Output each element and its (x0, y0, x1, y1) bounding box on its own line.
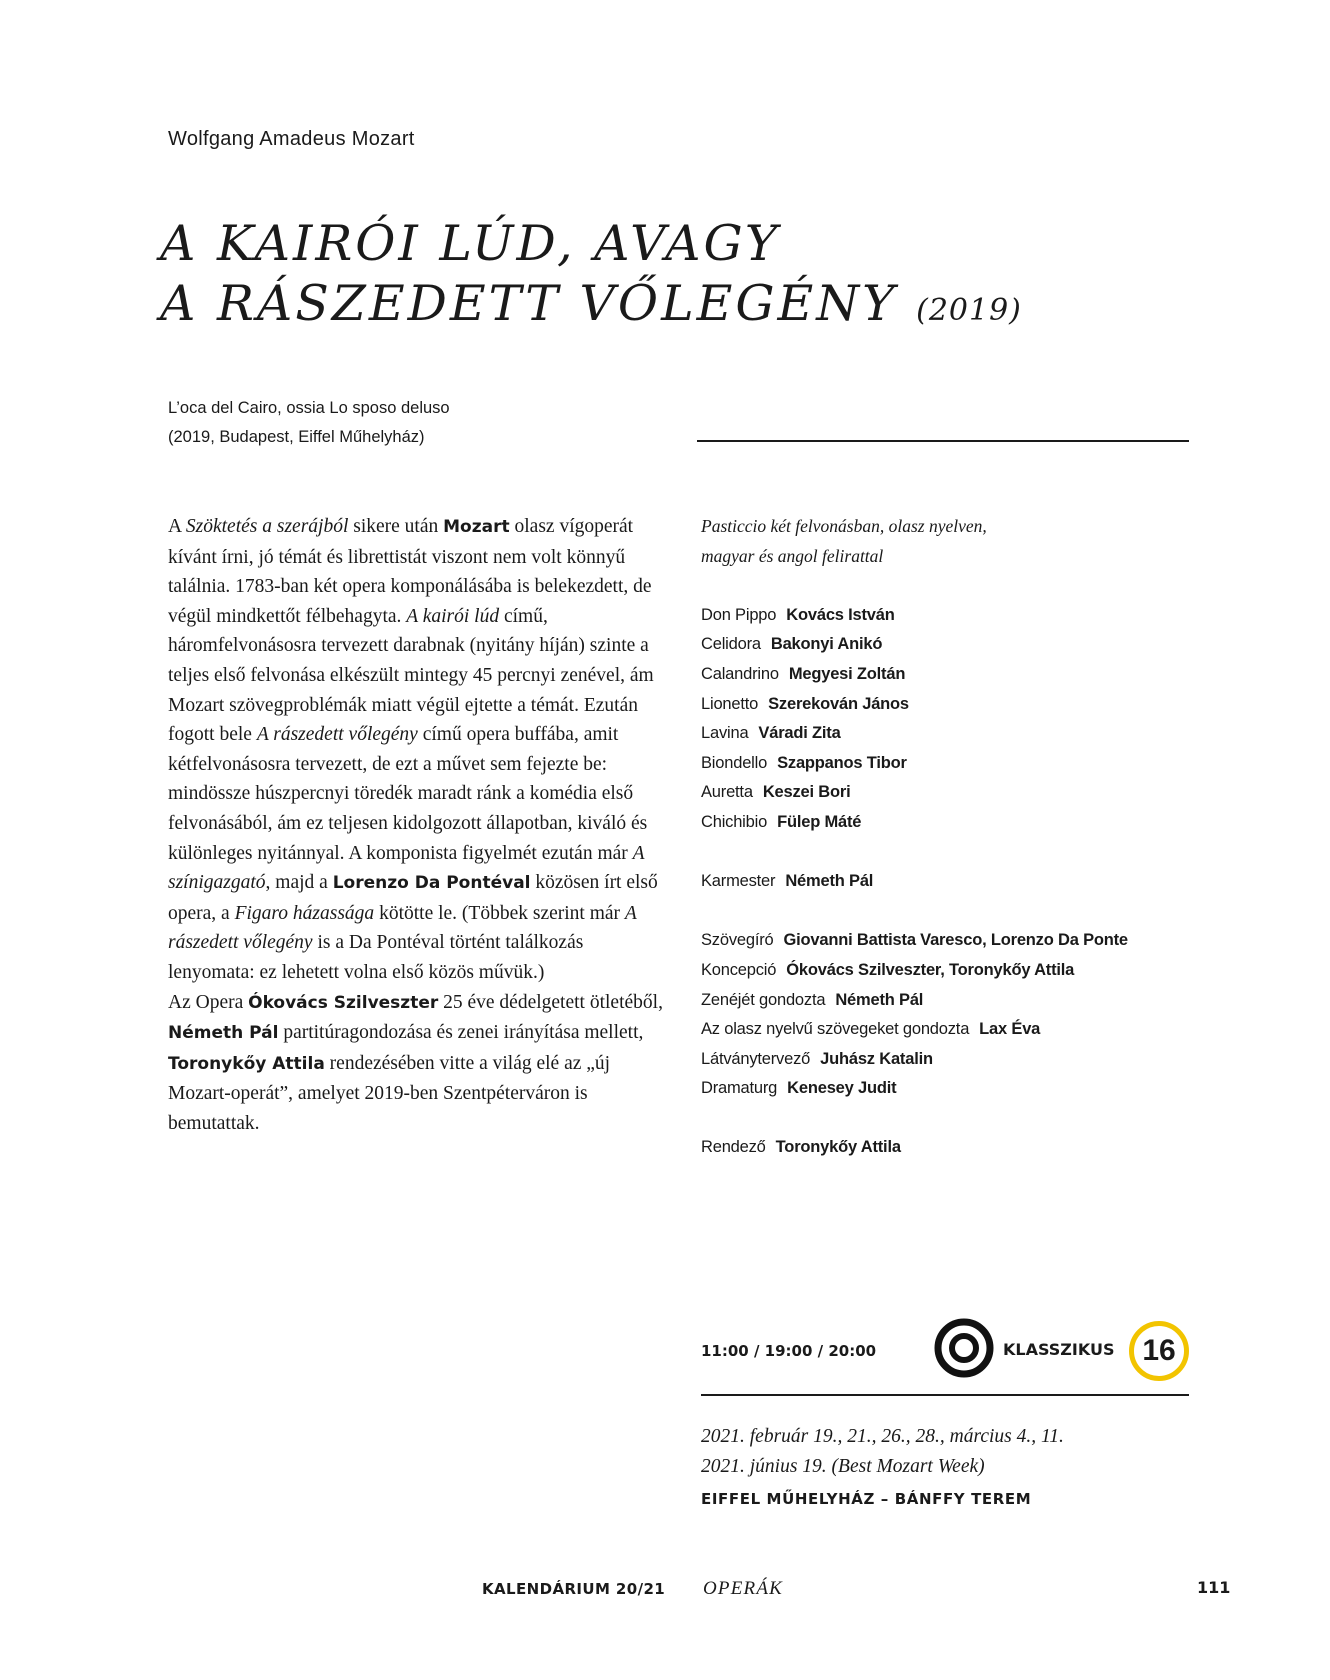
performer-name: Szerekován János (768, 694, 909, 713)
text-run: kötötte le. (Többek szerint már (374, 902, 625, 924)
description-paragraph-2 (168, 988, 668, 1139)
title-line-1: A KAIRÓI LÚD, AVAGY (160, 215, 781, 272)
creative-team-list (701, 926, 1201, 1104)
italic-title: A rászedett vőlegény (168, 902, 637, 954)
bold-name: Toronykőy Attila (168, 1053, 325, 1074)
role-label: Szövegíró (701, 931, 774, 950)
italic-title: A színigazgató (168, 842, 645, 894)
credit-row (701, 1045, 1201, 1075)
text-run: , majd a (265, 872, 333, 894)
cast-row (701, 630, 1201, 660)
director-row (701, 1133, 1201, 1163)
role-label: Lionetto (701, 694, 759, 713)
cast-row (701, 778, 1201, 808)
text-run: 25 éve dédelgetett ötletéből, (438, 991, 663, 1013)
page-number: 111 (1197, 1578, 1231, 1597)
performer-name: Keszei Bori (762, 783, 851, 802)
italic-title: Szöktetés a szerájból (185, 516, 349, 537)
subtitle-line-2: magyar és angol felirattal (701, 545, 884, 566)
production-credits (701, 512, 1201, 1163)
role-label: Auretta (701, 783, 753, 802)
performance-dates (701, 1422, 1064, 1482)
role-label: Látványtervező (701, 1049, 811, 1068)
cast-row (701, 690, 1201, 720)
title-year: (2019) (916, 293, 1022, 328)
venue-name: EIFFEL MŰHELYHÁZ – BÁNFFY TEREM (701, 1490, 1032, 1508)
bold-name: Mozart (443, 517, 510, 537)
role-label: Calandrino (701, 664, 779, 683)
performer-name: Fülep Máté (777, 812, 862, 831)
text-run: rendezésében vitte a világ elé az „új Mozart-operát”, amelyet 2019-ben Szentpéterváron is bemutattak. (168, 1052, 611, 1134)
role-label: Lavina (701, 724, 749, 743)
cast-row (701, 660, 1201, 690)
description-paragraph-1 (168, 512, 668, 988)
credit-row (701, 926, 1201, 956)
text-run: sikere után (348, 516, 444, 537)
cast-list (701, 601, 1201, 838)
credit-row (701, 956, 1201, 986)
title-line-2-text: A RÁSZEDETT VŐLEGÉNY (160, 275, 898, 332)
credit-row (701, 1015, 1201, 1045)
bold-name: Ókovács Szilveszter (248, 992, 439, 1013)
text-run: partitúragondozása és zenei irányítása mellett, (278, 1022, 644, 1044)
role-label: Koncepció (701, 960, 777, 979)
credit-name: Juhász Katalin (820, 1049, 933, 1068)
text-run: című, háromfelvonásosra tervezett darabnak (nyitány híján) szinte a teljes első felvonása elkészült mintegy 45 percnyi zenével, ám Mozart szövegproblémák miatt végül ejtette a témát. Ezután fogott bele (168, 605, 654, 746)
role-label: Biondello (701, 753, 768, 772)
show-times: 11:00 / 19:00 / 20:00 (701, 1342, 877, 1360)
bold-name: Lorenzo Da Pontéval (332, 873, 531, 894)
credit-name: Kenesey Judit (787, 1079, 897, 1098)
cast-row (701, 808, 1201, 838)
credit-name: Toronykőy Attila (775, 1138, 901, 1157)
section-name: OPERÁK (703, 1578, 784, 1599)
role-label: Celidora (701, 635, 761, 654)
description-text (168, 512, 668, 1138)
italic-title: A kairói lúd (406, 605, 500, 627)
category-label: KLASSZIKUS (1003, 1340, 1115, 1359)
italic-title: Figaro házassága (234, 902, 375, 924)
dates-line-2: 2021. június 19. (Best Mozart Week) (701, 1456, 985, 1477)
role-label: Zenéjét gondozta (701, 990, 826, 1009)
premiere-info: (2019, Budapest, Eiffel Műhelyház) (168, 428, 425, 446)
cast-row (701, 749, 1201, 779)
cast-row (701, 601, 1201, 631)
role-label: Rendező (701, 1138, 766, 1157)
credit-name: Németh Pál (835, 990, 924, 1009)
role-label: Az olasz nyelvű szövegeket gondozta (701, 1020, 970, 1039)
performer-name: Váradi Zita (758, 724, 841, 743)
dates-line-1: 2021. február 19., 21., 26., 28., március 4., 11. (701, 1426, 1064, 1447)
text-run: is a Da Pontéval történt találkozás lenyomata: ez lehetett volna első közös művük.) (168, 932, 584, 983)
performer-name: Szappanos Tibor (777, 753, 907, 772)
production-subtitle (701, 512, 1201, 571)
divider-rule-top (697, 440, 1189, 442)
credit-row (701, 986, 1201, 1016)
text-run: A (168, 516, 186, 537)
text-run: című opera buffába, amit kétfelvonásosra tervezett, de ezt a művet sem fejezte be: mindössze húszpercnyi töredék maradt ránk a komédia első felvonásából, ám ez teljesen kidolgozott állapotban, kiváló és különleges nyitánnyal. A komponista figyelmét ezután már (168, 724, 648, 864)
age-rating-badge: 16 (1129, 1321, 1189, 1381)
text-run: olasz vígoperát kívánt írni, jó témát és librettistát viszont nem volt könnyű találnia. 1783-ban két opera komponálásába is belekezdett, de végül mindkettőt félbehagyta. (168, 516, 652, 627)
cast-row (701, 719, 1201, 749)
subtitle-line-1: Pasticcio két felvonásban, olasz nyelven, (701, 516, 987, 536)
performer-name: Megyesi Zoltán (788, 664, 906, 683)
role-label: Don Pippo (701, 605, 777, 624)
opera-title (160, 214, 1022, 341)
publication-name: KALENDÁRIUM 20/21 (482, 1580, 666, 1598)
text-run: Az Opera (168, 991, 249, 1013)
conductor-row (701, 867, 1201, 897)
italic-title: A rászedett vőlegény (256, 724, 418, 746)
credit-name: Lax Éva (979, 1020, 1041, 1039)
target-icon (934, 1318, 994, 1378)
bold-name: Németh Pál (168, 1023, 279, 1044)
original-title-block (168, 394, 450, 452)
composer-name: Wolfgang Amadeus Mozart (168, 128, 415, 150)
text-run: közösen írt első opera, a (168, 872, 658, 924)
credit-name: Giovanni Battista Varesco, Lorenzo Da Ponte (783, 931, 1128, 950)
original-title: L’oca del Cairo, ossia Lo sposo deluso (168, 399, 450, 417)
credit-name: Ókovács Szilveszter, Toronykőy Attila (786, 960, 1075, 979)
divider-rule-bottom (701, 1394, 1189, 1396)
credit-row (701, 1074, 1201, 1104)
role-label: Karmester (701, 872, 776, 891)
performer-name: Németh Pál (785, 872, 874, 891)
performer-name: Bakonyi Anikó (770, 635, 883, 654)
performer-name: Kovács István (786, 605, 895, 624)
role-label: Dramaturg (701, 1079, 778, 1098)
title-line-2 (160, 274, 1022, 341)
role-label: Chichibio (701, 812, 768, 831)
